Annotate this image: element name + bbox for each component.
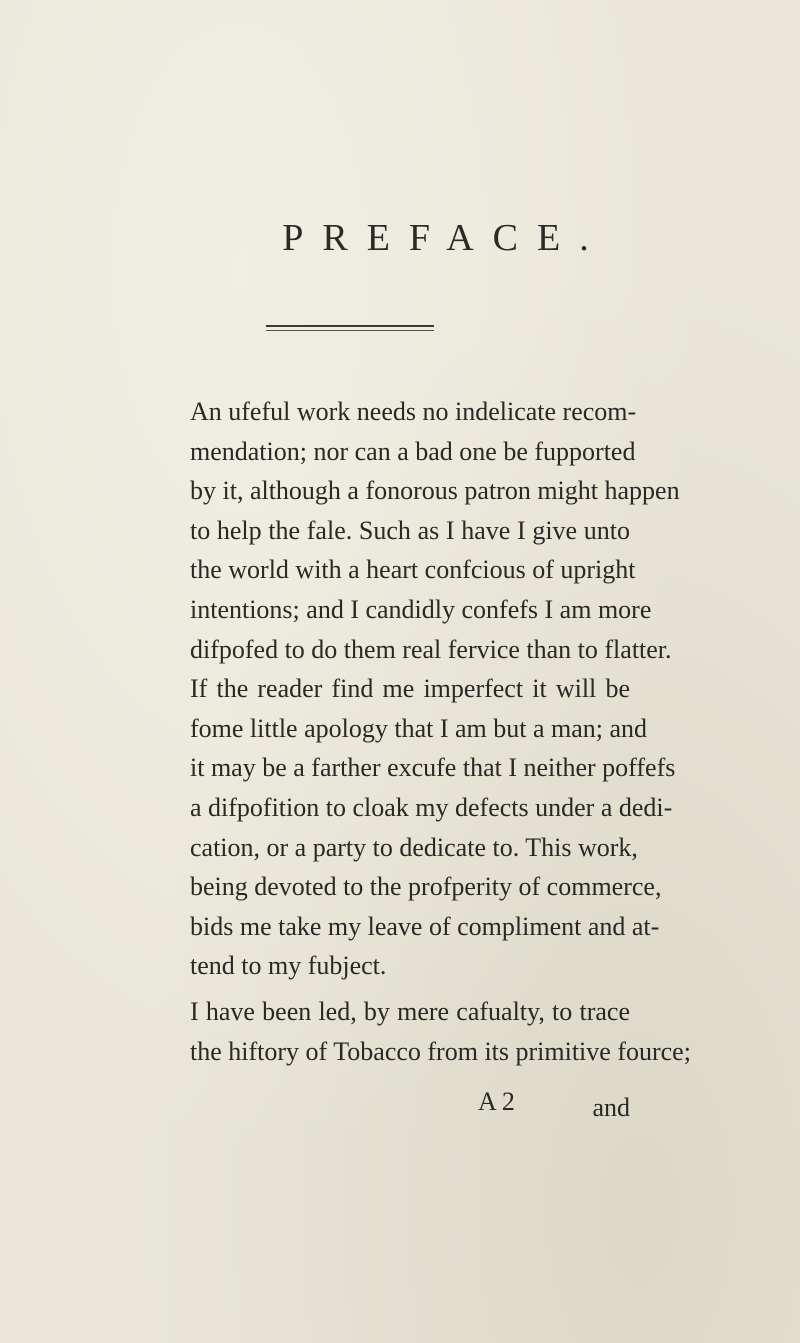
text-line: by it, although a fonorous patron might happen <box>190 476 680 506</box>
text-line: mendation; nor can a bad one be fupported <box>190 436 636 466</box>
page-title: PREFACE. <box>282 217 608 259</box>
text-line: a difpofition to cloak my defects under a dedi- <box>190 792 673 822</box>
text-line: tend to my fubject. <box>190 951 387 981</box>
text-line: cation, or a party to dedicate to. This work, <box>190 832 638 862</box>
paragraph-1 <box>190 392 680 986</box>
text-line: An ufeful work needs no indelicate recom- <box>190 397 637 426</box>
text-line: it may be a farther excufe that I neither poffefs <box>190 753 676 783</box>
preface-body <box>190 392 691 1071</box>
catchword: and <box>592 1093 630 1122</box>
text-line: the world with a heart confcious of upright <box>190 555 636 585</box>
text-line: If the reader find me imperfect it will be <box>190 674 630 704</box>
title-rule <box>266 325 434 327</box>
text-line: to help the fale. Such as I have I give unto <box>190 515 630 545</box>
text-line: difpofed to do them real fervice than to flatter. <box>190 634 672 664</box>
text-line: I have been led, by mere cafualty, to trace <box>190 996 630 1026</box>
paragraph-2 <box>190 992 691 1071</box>
text-line: bids me take my leave of compliment and at- <box>190 911 660 941</box>
page-footer <box>190 1087 630 1127</box>
text-line: being devoted to the profperity of commerce, <box>190 872 662 902</box>
text-line: intentions; and I candidly confefs I am more <box>190 594 652 624</box>
text-line: fome little apology that I am but a man; and <box>190 713 648 743</box>
signature-mark: A 2 <box>478 1087 515 1116</box>
text-line: the hiftory of Tobacco from its primitive fource; <box>190 1036 691 1066</box>
